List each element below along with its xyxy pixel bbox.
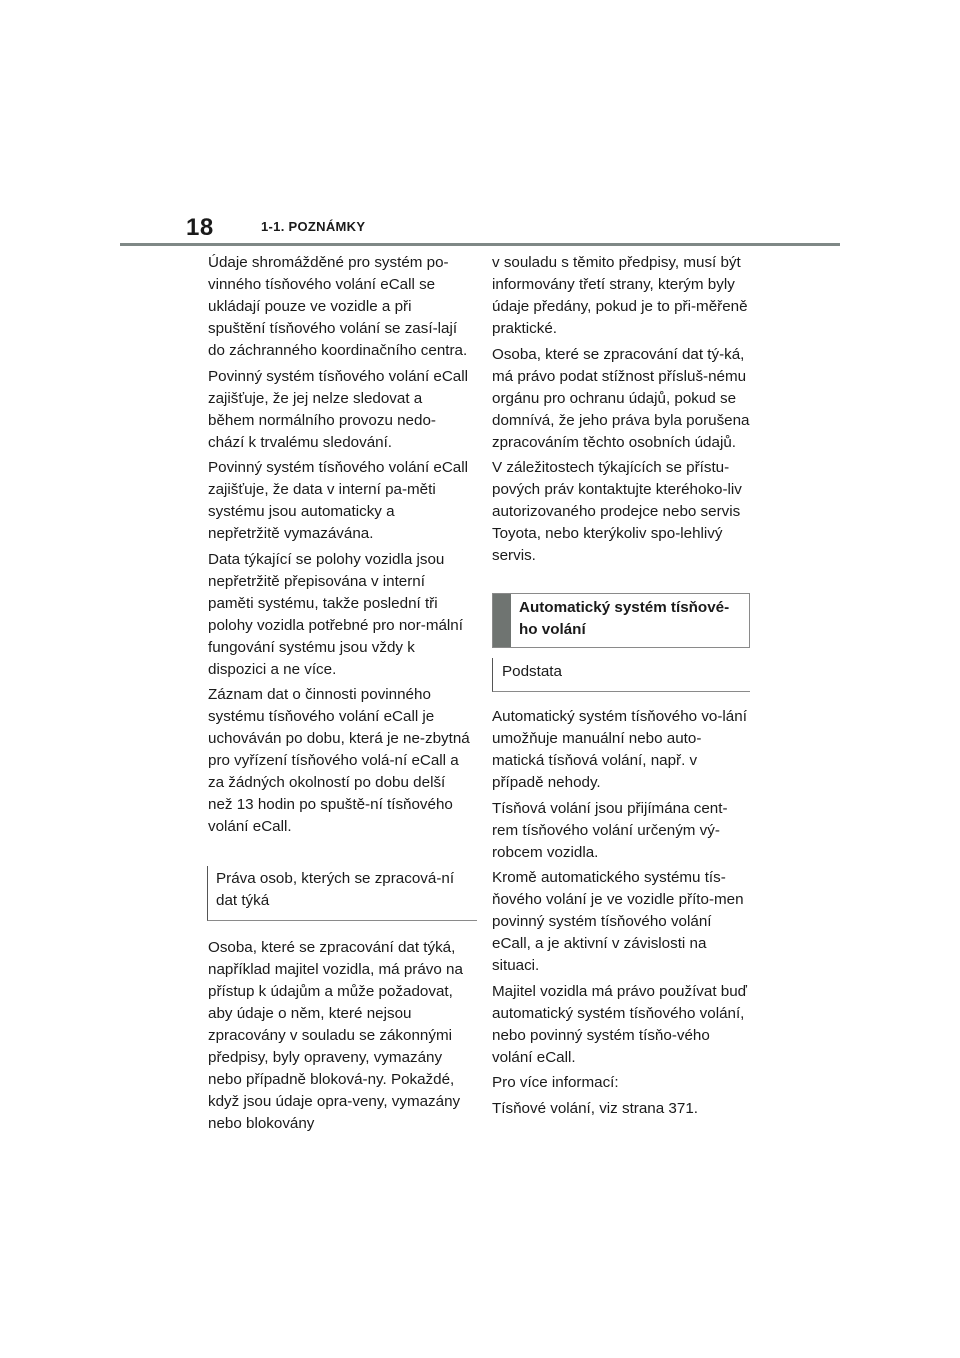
paragraph: Záznam dat o činnosti povinného systému tísňového volání eCall je uchováván po dobu, která je ne-zbytná pro vyřízení tísňového volá-ní eCall a za žádných okolností po dobu delší než 13 hodin po spuště-ní tísňového volání eCall. [208, 686, 470, 835]
boxed-heading-text: Automatický systém tísňové-ho volání [519, 599, 730, 638]
paragraph: Povinný systém tísňového volání eCall zajišťuje, že data v interní pa-měti systému jsou automaticky a nepřetržitě vymazávána. [208, 459, 469, 542]
paragraph: Pro více informací: [492, 1074, 619, 1091]
paragraph: Povinný systém tísňového volání eCall zajišťuje, že jej nelze sledovat a během normálního provozu nedo-chází k trvalému sledování. [208, 367, 469, 451]
paragraph: Majitel vozidla má právo používat buď automatický systém tísňového volání, nebo povinný systém tísňo-vého volání eCall. [492, 982, 747, 1066]
right-column [492, 252, 752, 1123]
section-title: 1-1. POZNÁMKY [261, 219, 366, 234]
paragraph: Osoba, které se zpracování dat týká, například majitel vozidla, má právo na přístup k údajům a může požadovat, aby údaje o něm, které nejsou zpracovány v souladu se zákonnými předpisy, byly opraveny, vymazány nebo případně bloková-ny. Pokaždé, když jsou údaje opra-veny, vymazány nebo blokovány [208, 939, 463, 1132]
paragraph: Kromě automatického systému tís-ňového volání je ve vozidle příto-men povinný systém tísňového volání eCall, a je aktivní v závislosti na situaci. [492, 869, 744, 974]
paragraph: Data týkající se polohy vozidla jsou nepřetržitě přepisována v interní paměti systému, takže poslední tři polohy vozidla potřebné pro nor-mální fungování systému jsou vždy k dispozici a ne více. [208, 550, 463, 678]
left-column [208, 252, 470, 1139]
subheading-data-subject-rights: Práva osob, kterých se zpracová-ní dat týká [207, 866, 477, 921]
paragraph: v souladu s těmito předpisy, musí být informovány třetí strany, kterým byly údaje předány, pokud je to při-měřeně praktické. [492, 254, 748, 337]
paragraph: Tísňová volání jsou přijímána cent-rem tísňového volání určeným vý-robcem vozidla. [492, 799, 728, 861]
paragraph: Údaje shromážděné pro systém po-vinného tísňového volání eCall se ukládají pouze ve vozidle a při spuštění tísňového volání se zasí-lají do záchranného koordinačního centra. [208, 254, 468, 359]
subheading-podstata: Podstata [492, 658, 750, 692]
paragraph: Tísňové volání, viz strana 371. [492, 1099, 698, 1117]
boxed-heading [492, 593, 750, 648]
heading-bar [493, 594, 511, 647]
paragraph: Osoba, které se zpracování dat tý-ká, má právo podat stížnost přísluš-nému orgánu pro ochranu údajů, pokud se domnívá, že jeho práva byla porušena zpracováním těchto osobních údajů. [492, 345, 750, 451]
header-rule [120, 243, 840, 246]
paragraph: V záležitostech týkajících se přístu-pových práv kontaktujte kteréhoko-liv autorizovaného prodejce nebo servis Toyota, nebo kterýkoliv spo-lehlivý servis. [492, 459, 742, 564]
paragraph: Automatický systém tísňového vo-lání umožňuje manuální nebo auto-matická tísňová volání, např. v případě nehody. [492, 708, 747, 791]
page-number: 18 [186, 214, 214, 241]
